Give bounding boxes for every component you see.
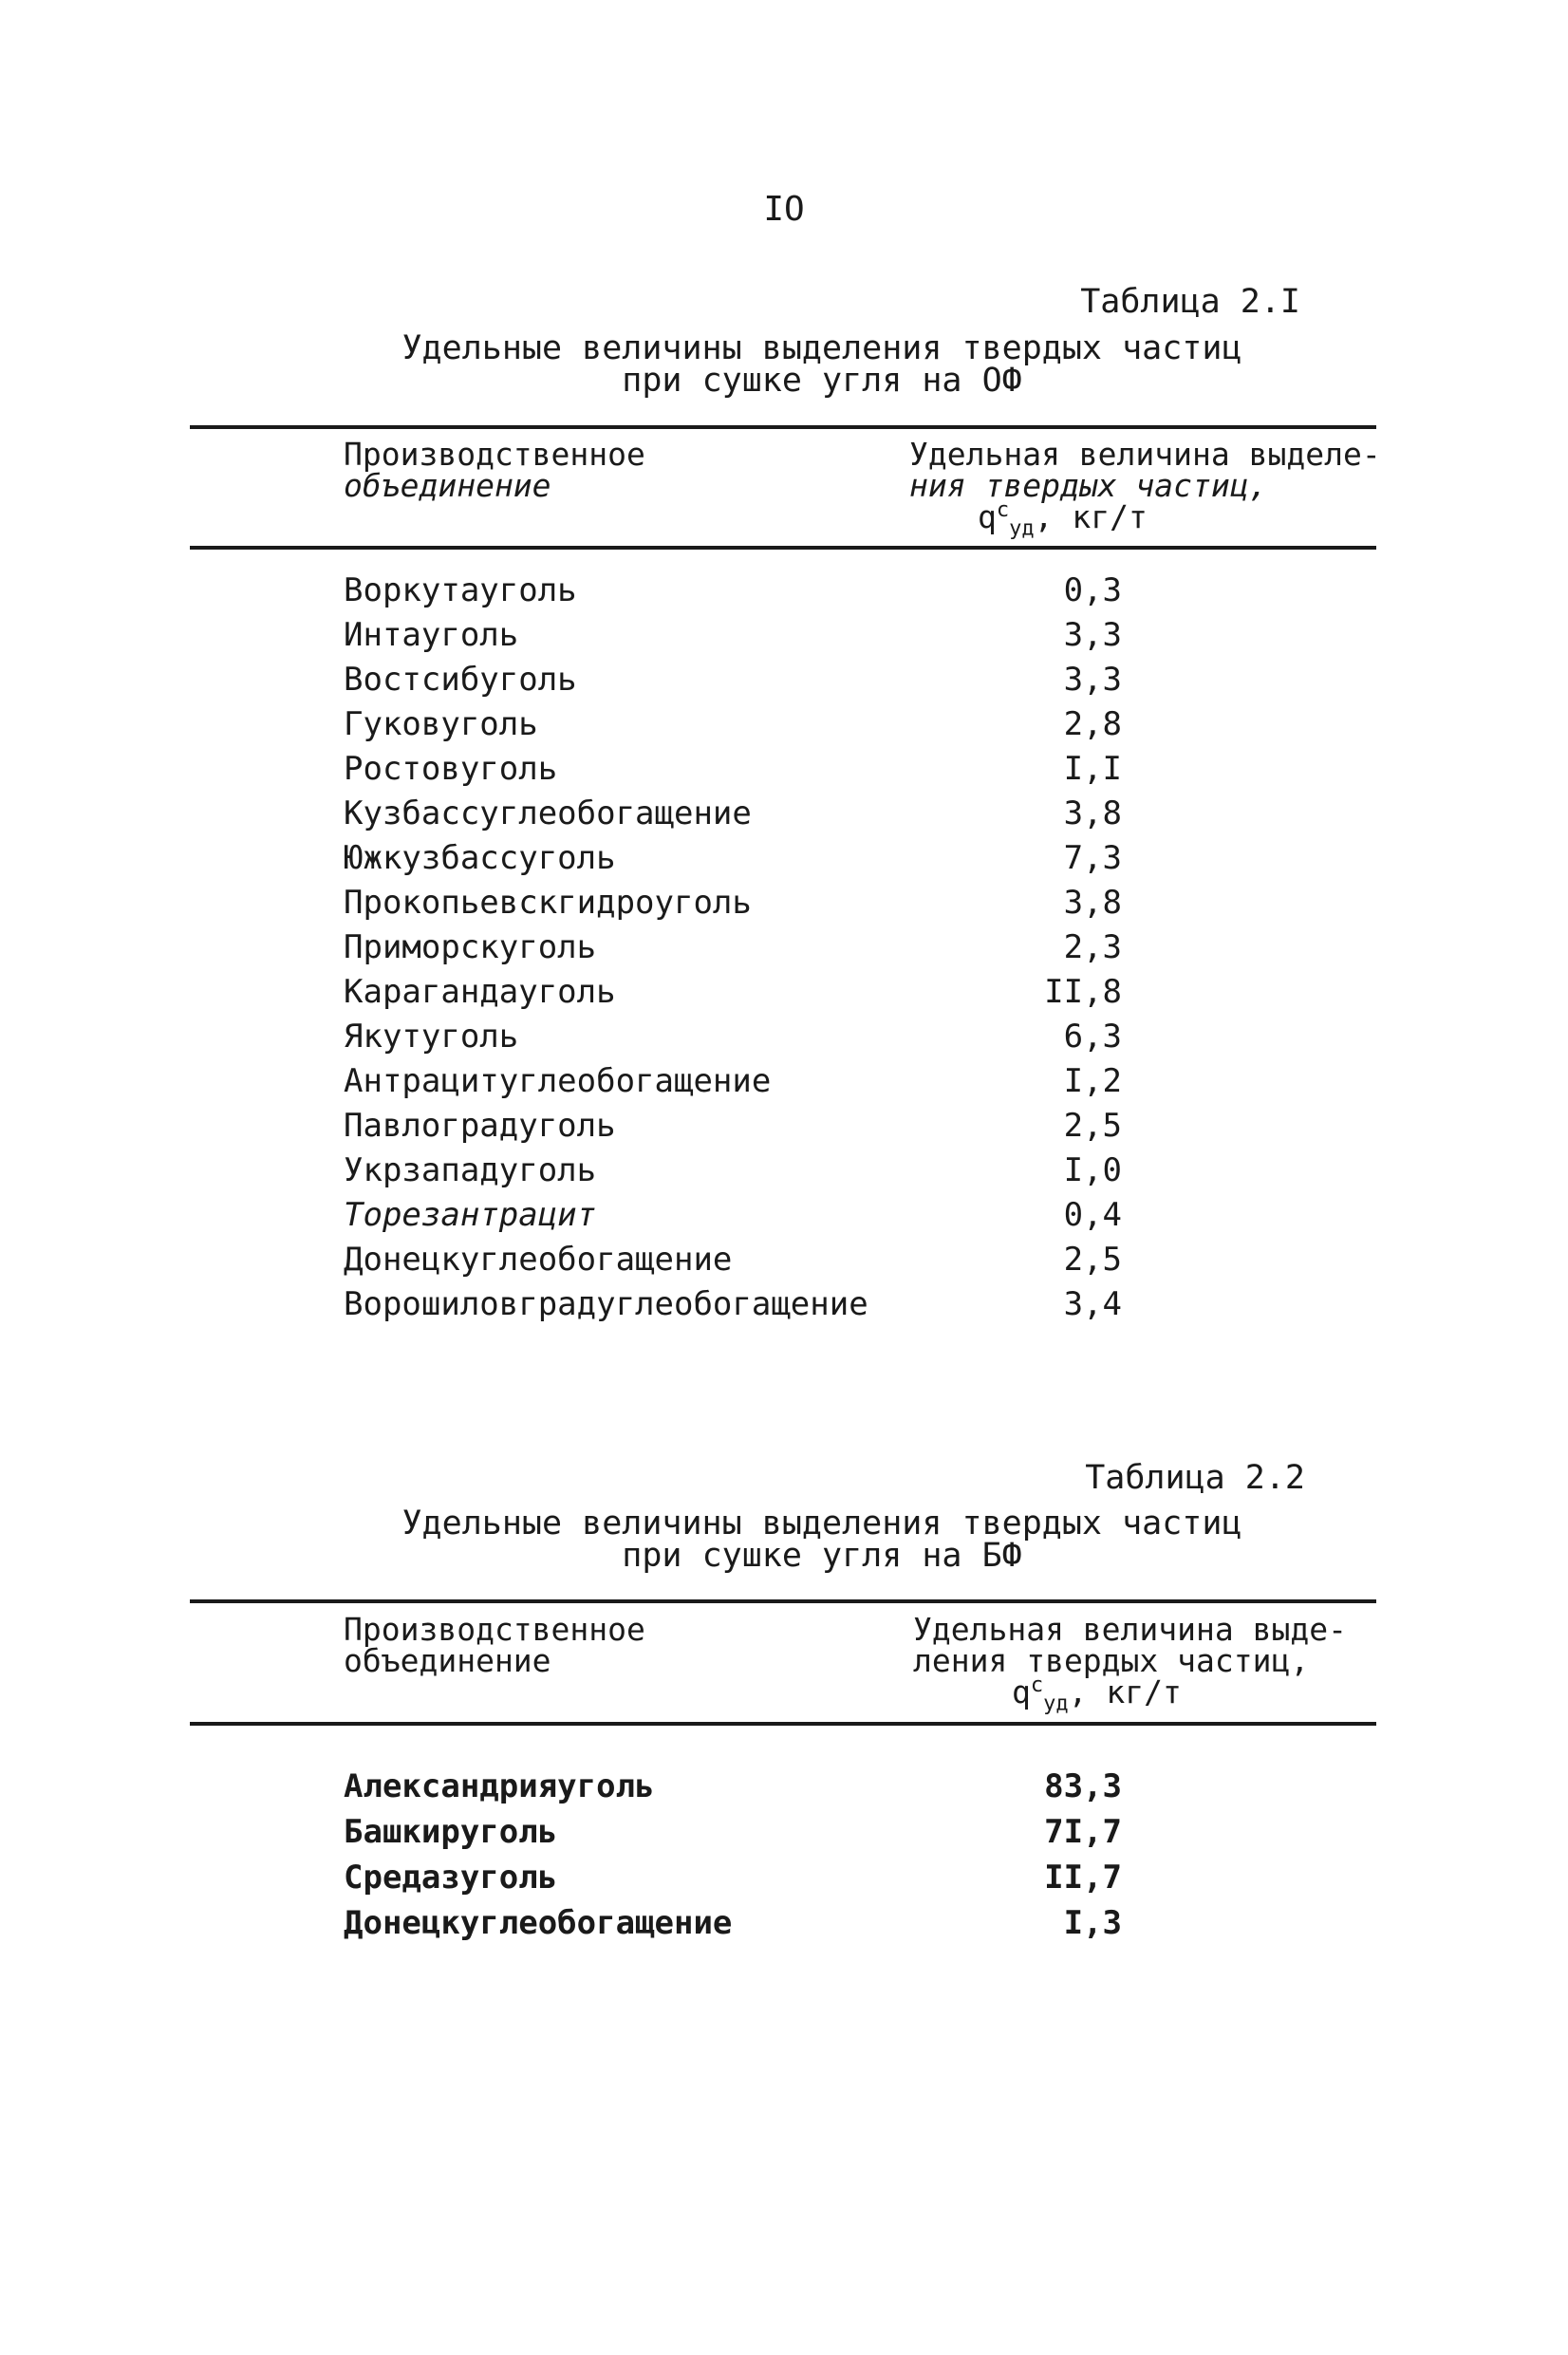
row-name: Средазуголь bbox=[344, 1859, 558, 1897]
table-1-q-sub: уд bbox=[1009, 516, 1035, 541]
row-name: Востсибуголь bbox=[344, 661, 577, 699]
table-row bbox=[344, 973, 1122, 1018]
table-2-q-symbol: q bbox=[1012, 1673, 1031, 1710]
row-value: II,7 bbox=[1044, 1859, 1122, 1897]
row-name: Торезантрацит bbox=[344, 1196, 597, 1234]
table-1-header-col1 bbox=[344, 436, 645, 504]
table-row bbox=[344, 616, 1122, 661]
row-value: 83,3 bbox=[1044, 1767, 1122, 1805]
table-2-title-line2: при сушке угля на БФ bbox=[622, 1537, 1022, 1575]
row-value: 7I,7 bbox=[1044, 1813, 1122, 1851]
table-1-unit: , кг/т bbox=[1034, 498, 1148, 535]
table-2-header-col2-line1: Удельная величина выде- bbox=[913, 1611, 1347, 1648]
table-2-header-col1-line2: объединение bbox=[344, 1642, 551, 1679]
table-2-header-rule bbox=[190, 1722, 1376, 1726]
table-2-header-col1-line1: Производственное bbox=[344, 1611, 645, 1648]
row-name: Кузбассуглеобогащение bbox=[344, 794, 752, 832]
row-value: 2,3 bbox=[1063, 928, 1122, 966]
row-name: Донецкуглеобогащение bbox=[344, 1241, 733, 1279]
row-value: I,0 bbox=[1063, 1151, 1122, 1189]
row-name: Прокопьевскгидроуголь bbox=[344, 884, 752, 922]
table-row bbox=[344, 1151, 1122, 1196]
table-row bbox=[344, 1018, 1122, 1062]
table-2-title-line1: Удельные величины выделения твердых частиц bbox=[401, 1505, 1242, 1542]
row-value: 7,3 bbox=[1063, 839, 1122, 877]
table-row bbox=[344, 1767, 1122, 1812]
table-1-header-col1-line1: Производственное bbox=[344, 436, 645, 473]
row-value: 0,3 bbox=[1063, 571, 1122, 609]
table-2-q-sup: c bbox=[1030, 1673, 1044, 1697]
table-2-top-rule bbox=[190, 1599, 1376, 1603]
table-2-q-sub: уд bbox=[1043, 1691, 1069, 1716]
table-row bbox=[344, 705, 1122, 750]
table-row bbox=[344, 1241, 1122, 1285]
row-name: Якутуголь bbox=[344, 1018, 519, 1056]
table-row bbox=[344, 1813, 1122, 1858]
table-1-label: Таблица 2.I bbox=[1080, 283, 1300, 321]
row-name: Карагандауголь bbox=[344, 973, 616, 1011]
table-row bbox=[344, 1285, 1122, 1330]
row-name: Ростовуголь bbox=[344, 750, 558, 788]
table-2-header-col2 bbox=[913, 1611, 1347, 1716]
table-1-header-col2-unit-line bbox=[909, 498, 1381, 541]
table-row bbox=[344, 1904, 1122, 1949]
table-1-q-symbol: q bbox=[978, 498, 997, 535]
table-row bbox=[344, 1062, 1122, 1107]
table-2-label: Таблица 2.2 bbox=[1085, 1459, 1305, 1497]
table-1-title-line1: Удельные величины выделения твердых частиц bbox=[401, 329, 1242, 367]
row-value: I,2 bbox=[1063, 1062, 1122, 1100]
table-1-header-rule bbox=[190, 546, 1376, 550]
table-row bbox=[344, 839, 1122, 884]
table-row bbox=[344, 928, 1122, 973]
table-1-q-sup: c bbox=[996, 498, 1010, 522]
table-1-header-col1-line2: объединение bbox=[344, 467, 551, 504]
table-2-header-col2-line2: ления твердых частиц, bbox=[913, 1642, 1310, 1679]
table-1-header-col2 bbox=[909, 436, 1381, 541]
table-1-header-col2-line1: Удельная величина выделе- bbox=[909, 436, 1381, 473]
table-row bbox=[344, 794, 1122, 839]
row-value: 3,3 bbox=[1063, 616, 1122, 654]
row-name: Укрзападуголь bbox=[344, 1151, 597, 1189]
row-name: Интауголь bbox=[344, 616, 519, 654]
page-number: IO bbox=[763, 190, 805, 229]
table-row bbox=[344, 1107, 1122, 1151]
table-row bbox=[344, 571, 1122, 616]
row-value: I,I bbox=[1063, 750, 1122, 788]
row-name: Южкузбассуголь bbox=[344, 839, 616, 877]
table-2-header-col2-unit-line bbox=[913, 1673, 1347, 1716]
row-value: I,3 bbox=[1063, 1904, 1122, 1942]
row-value: II,8 bbox=[1044, 973, 1122, 1011]
row-value: 3,8 bbox=[1063, 884, 1122, 922]
row-name: Башкируголь bbox=[344, 1813, 558, 1851]
table-2-header-col1 bbox=[344, 1611, 645, 1679]
row-value: 2,5 bbox=[1063, 1107, 1122, 1145]
row-name: Антрацитуглеобогащение bbox=[344, 1062, 772, 1100]
table-1-header-col2-line2: ния твердых частиц, bbox=[909, 467, 1268, 504]
row-name: Воркутауголь bbox=[344, 571, 577, 609]
row-value: 3,8 bbox=[1063, 794, 1122, 832]
table-1-top-rule bbox=[190, 425, 1376, 429]
table-1-title bbox=[347, 329, 1297, 400]
table-2-title bbox=[347, 1505, 1297, 1575]
table-2-unit: , кг/т bbox=[1068, 1673, 1182, 1710]
row-name: Александрияуголь bbox=[344, 1767, 655, 1805]
row-value: 3,4 bbox=[1063, 1285, 1122, 1323]
table-row bbox=[344, 1196, 1122, 1241]
row-value: 3,3 bbox=[1063, 661, 1122, 699]
row-name: Павлоградуголь bbox=[344, 1107, 616, 1145]
row-value: 0,4 bbox=[1063, 1196, 1122, 1234]
table-row bbox=[344, 884, 1122, 928]
row-value: 2,8 bbox=[1063, 705, 1122, 743]
row-value: 6,3 bbox=[1063, 1018, 1122, 1056]
row-name: Гуковуголь bbox=[344, 705, 538, 743]
table-row bbox=[344, 1859, 1122, 1903]
table-row bbox=[344, 661, 1122, 705]
row-value: 2,5 bbox=[1063, 1241, 1122, 1279]
table-1-title-line2: при сушке угля на ОФ bbox=[622, 362, 1022, 400]
row-name: Донецкуглеобогащение bbox=[344, 1904, 733, 1942]
row-name: Ворошиловградуглеобогащение bbox=[344, 1285, 868, 1323]
row-name: Приморскуголь bbox=[344, 928, 597, 966]
table-row bbox=[344, 750, 1122, 794]
